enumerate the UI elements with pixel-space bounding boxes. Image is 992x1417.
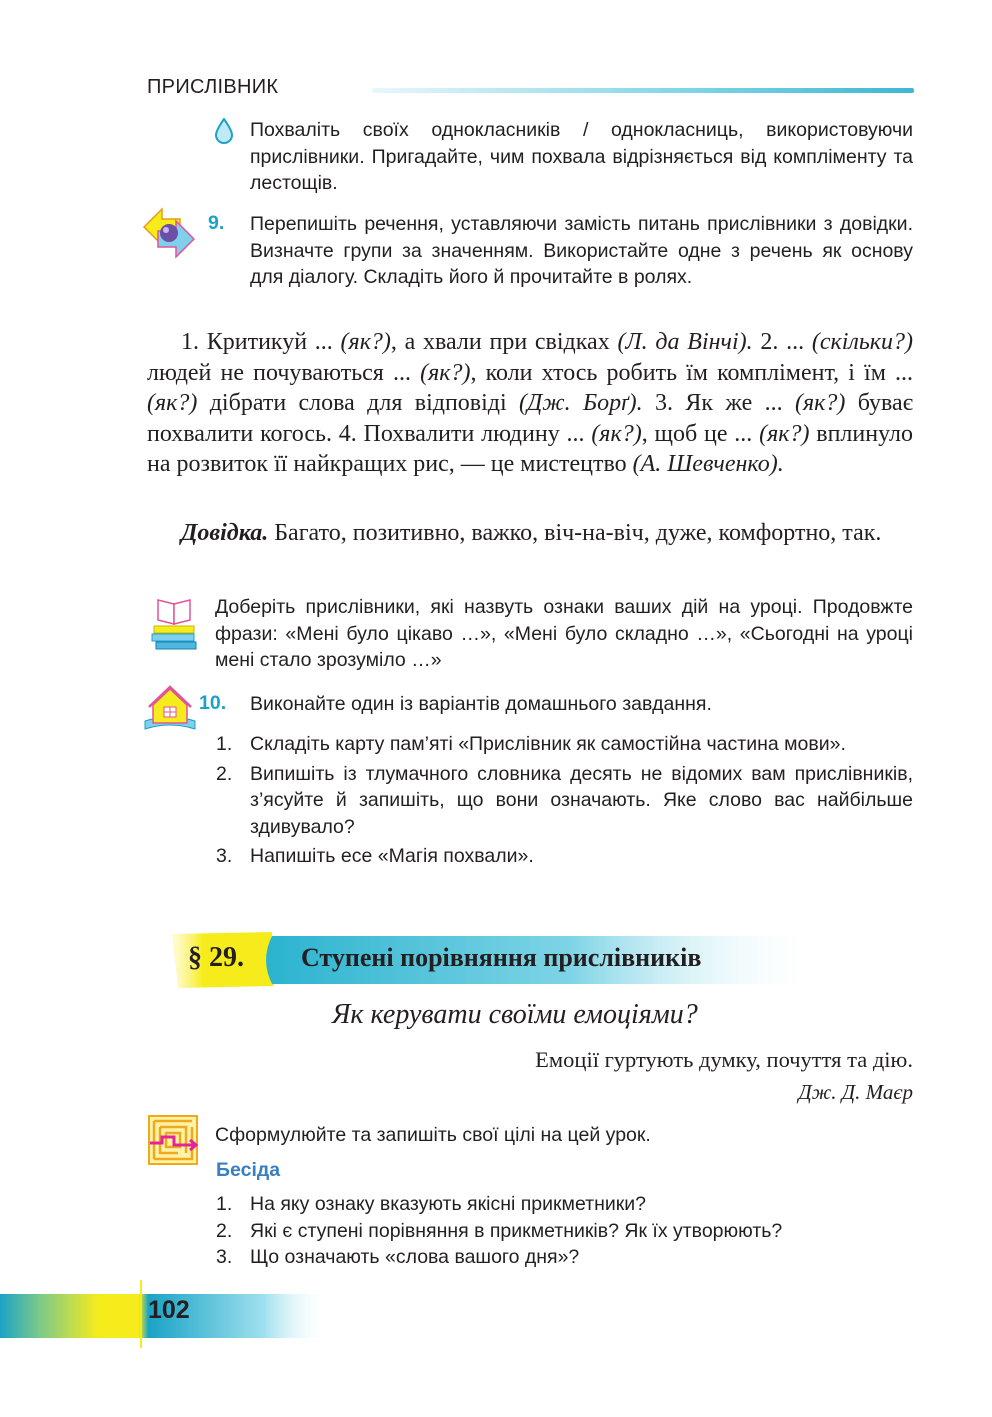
task-book-text: Доберіть прислівники, які назвуть ознаки ваших дій на уроці. Продовжте фрази: «Мені було цікаво …», «Мені було складно …», «Сьогодні на уроці мені стало зрозуміло …» (215, 596, 913, 671)
header-rule (372, 88, 914, 93)
home-icon (143, 683, 197, 733)
question-2: (скільки?) (811, 329, 913, 355)
epigraph: Емоції гуртують думку, почуття та дію. (535, 1047, 913, 1072)
page-number: 102 (148, 1296, 190, 1324)
list-item: 1. Складіть карту пам’яті «Прислівник як самостійна частина мови». (216, 733, 846, 755)
list-item: 2. Які є ступені порівняння в прикметників? Як їх утворюють? (216, 1219, 783, 1242)
dovidka-text: Багато, позитивно, важко, віч-на-віч, дуже, комфортно, так. (268, 520, 882, 546)
epigraph-author: Дж. Д. Маєр (798, 1080, 913, 1104)
list-item: 1. На яку ознаку вказують якісні прикметники? (216, 1193, 647, 1215)
task10-list (216, 731, 913, 870)
task10-text: Виконайте один із варіантів домашнього завдання. (250, 693, 712, 715)
task9-number: 9. (208, 212, 225, 234)
section-question: Як керувати своїми емоціями? (332, 999, 698, 1030)
question-4: (як?) (147, 390, 198, 417)
running-header: ПРИСЛІВНИК (147, 76, 279, 98)
section-title: Ступені порівняння прислівників (301, 943, 702, 972)
list-item: 2. Випишіть із тлумачного словника десять не відомих вам прислівників, з’ясуйте й запишіть, що вони означають. Яке слово вас найбільше здивувало? (216, 762, 913, 838)
task10-number: 10. (199, 692, 227, 714)
maze-icon (148, 1115, 198, 1165)
task-praise-text: Похваліть своїх однокласників / однокласниць, використовуючи прислівники. Пригадайте, чим похвала відрізняється від компліменту та лестощів. (250, 119, 913, 194)
dialog-icon (140, 205, 198, 261)
dovidka-label: Довідка. (181, 520, 269, 546)
besida-title: Бесіда (216, 1159, 281, 1181)
author-3: (А. Шевченко). (632, 451, 784, 478)
dovidka (147, 518, 913, 549)
question-6: (як?) (591, 420, 642, 447)
besida-list (216, 1191, 913, 1271)
exercise-text: 1. Критикуй ... (як?), а хвали при свідках (Л. да Вінчі). 2. ... (скільки?) людей не почуваються ... (як?), коли хтось робить їм комплімент, і їм ... (як?) дібрати слова для відповіді (Дж. Борґ). 3. Як же ... (як?) буває похвалити когось. 4. Похвалити людину ... (як?), щоб це ... (як?) вплинуло на розвиток її найкращих рис, — це мистецтво (А. Шевченко). (147, 329, 914, 478)
author-2: (Дж. Борґ). (519, 390, 643, 417)
goal-text: Сформулюйте та запишіть свої цілі на цей урок. (215, 1124, 651, 1146)
list-item: 3. Напишіть есе «Магія похвали». (216, 845, 534, 867)
question-1: (як?) (340, 329, 391, 355)
question-5: (як?) (795, 390, 846, 417)
task9-text: Перепишіть речення, уставляючи замість питань прислівники з довідки. Визначте групи за значенням. Використайте одне з речень як основу для діалогу. Складіть його й прочитайте в ролях. (250, 213, 913, 288)
section-number: § 29. (188, 942, 244, 973)
drop-icon (214, 118, 234, 144)
books-icon (150, 594, 200, 652)
question-7: (як?) (759, 420, 810, 447)
list-item: 3. Що означають «слова вашого дня»? (216, 1246, 580, 1268)
question-3: (як?) (420, 359, 471, 386)
author-1: (Л. да Вінчі). (617, 329, 753, 355)
